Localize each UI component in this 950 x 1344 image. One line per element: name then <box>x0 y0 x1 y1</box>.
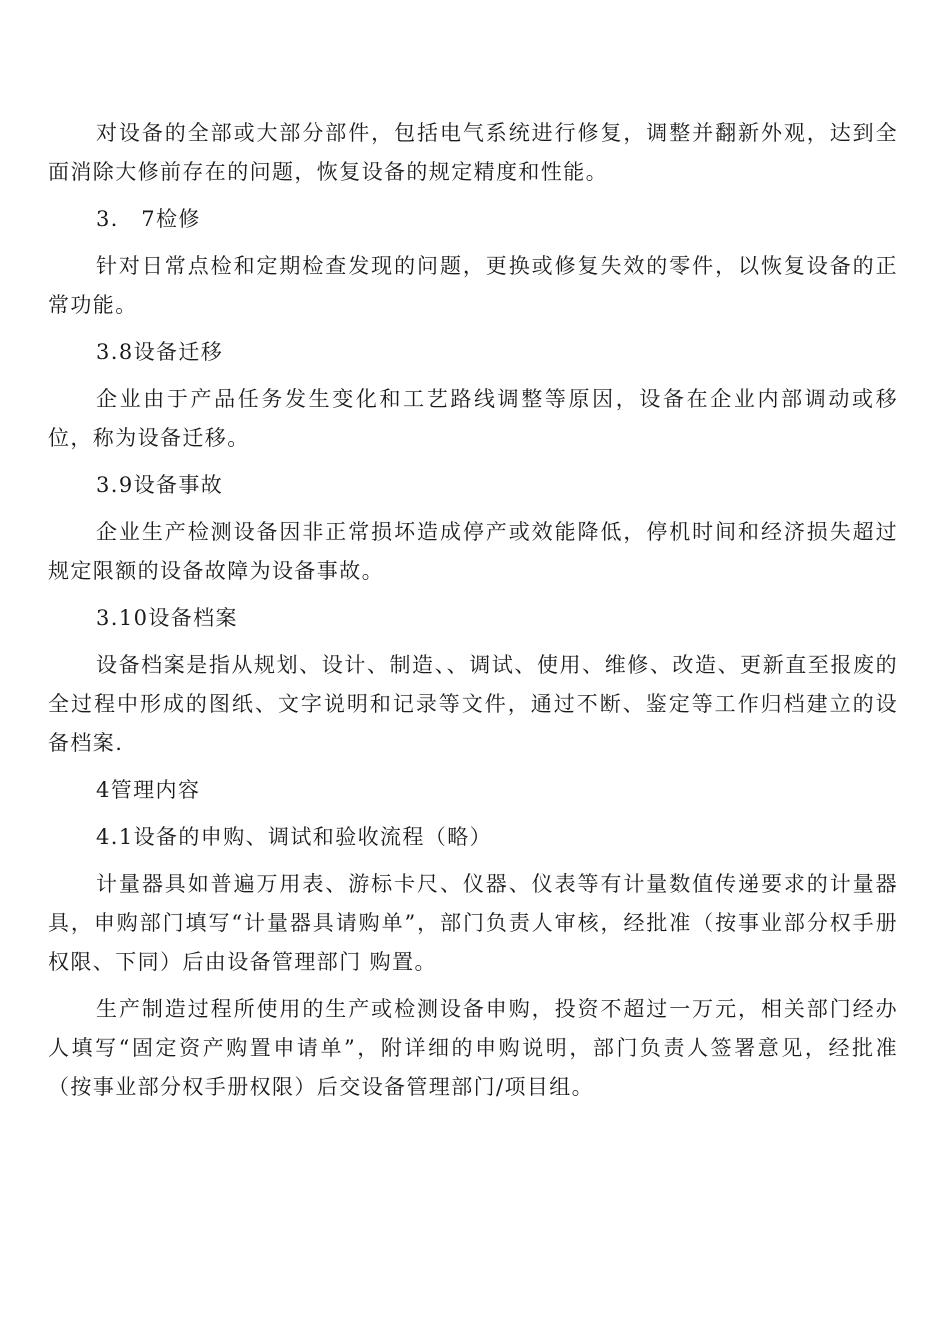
section-heading-4-1: 4.1设备的申购、调试和验收流程（略） <box>96 825 492 849</box>
spacer <box>48 372 898 380</box>
spacer <box>48 591 898 599</box>
spacer <box>48 763 898 771</box>
spacer <box>48 638 898 646</box>
spacer <box>48 810 898 818</box>
spacer <box>48 192 898 200</box>
paragraph-equipment-relocation: 企业由于产品任务发生变化和工艺路线调整等原因，设备在企业内部调动或移位，称为设备迁移。 <box>48 387 898 450</box>
spacer <box>48 325 898 333</box>
section-heading-3-9: 3.9设备事故 <box>96 473 224 497</box>
spacer <box>48 239 898 247</box>
section-heading-4: 4管理内容 <box>96 778 201 802</box>
paragraph-measuring-instruments: 计量器具如普遍万用表、游标卡尺、仪器、仪表等有计量数值传递要求的计量器具，申购部门填写“计量器具请购单”，部门负责人审核，经批准（按事业部分权手册权限、下同）后由设备管理部门 购置。 <box>48 872 898 974</box>
paragraph-equipment-archive: 设备档案是指从规划、设计、制造、、调试、使用、维修、改造、更新直至报废的全过程中形成的图纸、文字说明和记录等文件，通过不断、鉴定等工作归档建立的设备档案. <box>48 653 898 755</box>
document-body <box>48 114 898 1107</box>
paragraph-equipment-accident: 企业生产检测设备因非正常损坏造成停产或效能降低，停机时间和经济损失超过规定限额的设备故障为设备事故。 <box>48 520 898 583</box>
section-heading-3-10: 3.10设备档案 <box>96 606 238 630</box>
paragraph-maintenance: 针对日常点检和定期检查发现的问题，更换或修复失效的零件，以恢复设备的正常功能。 <box>48 254 898 317</box>
spacer <box>48 982 898 990</box>
paragraph-overhaul-definition: 对设备的全部或大部分部件，包括电气系统进行修复，调整并翻新外观，达到全面消除大修前存在的问题，恢复设备的规定精度和性能。 <box>48 121 898 184</box>
spacer <box>48 505 898 513</box>
spacer <box>48 857 898 865</box>
paragraph-production-equipment: 生产制造过程所使用的生产或检测设备申购，投资不超过一万元，相关部门经办人填写“固定资产购置申请单”，附详细的申购说明，部门负责人签署意见，经批准（按事业部分权手册权限）后交设备管理部门/项目组。 <box>48 997 898 1099</box>
section-heading-3-7: 3． 7检修 <box>96 207 201 231</box>
spacer <box>48 458 898 466</box>
section-heading-3-8: 3.8设备迁移 <box>96 340 224 364</box>
